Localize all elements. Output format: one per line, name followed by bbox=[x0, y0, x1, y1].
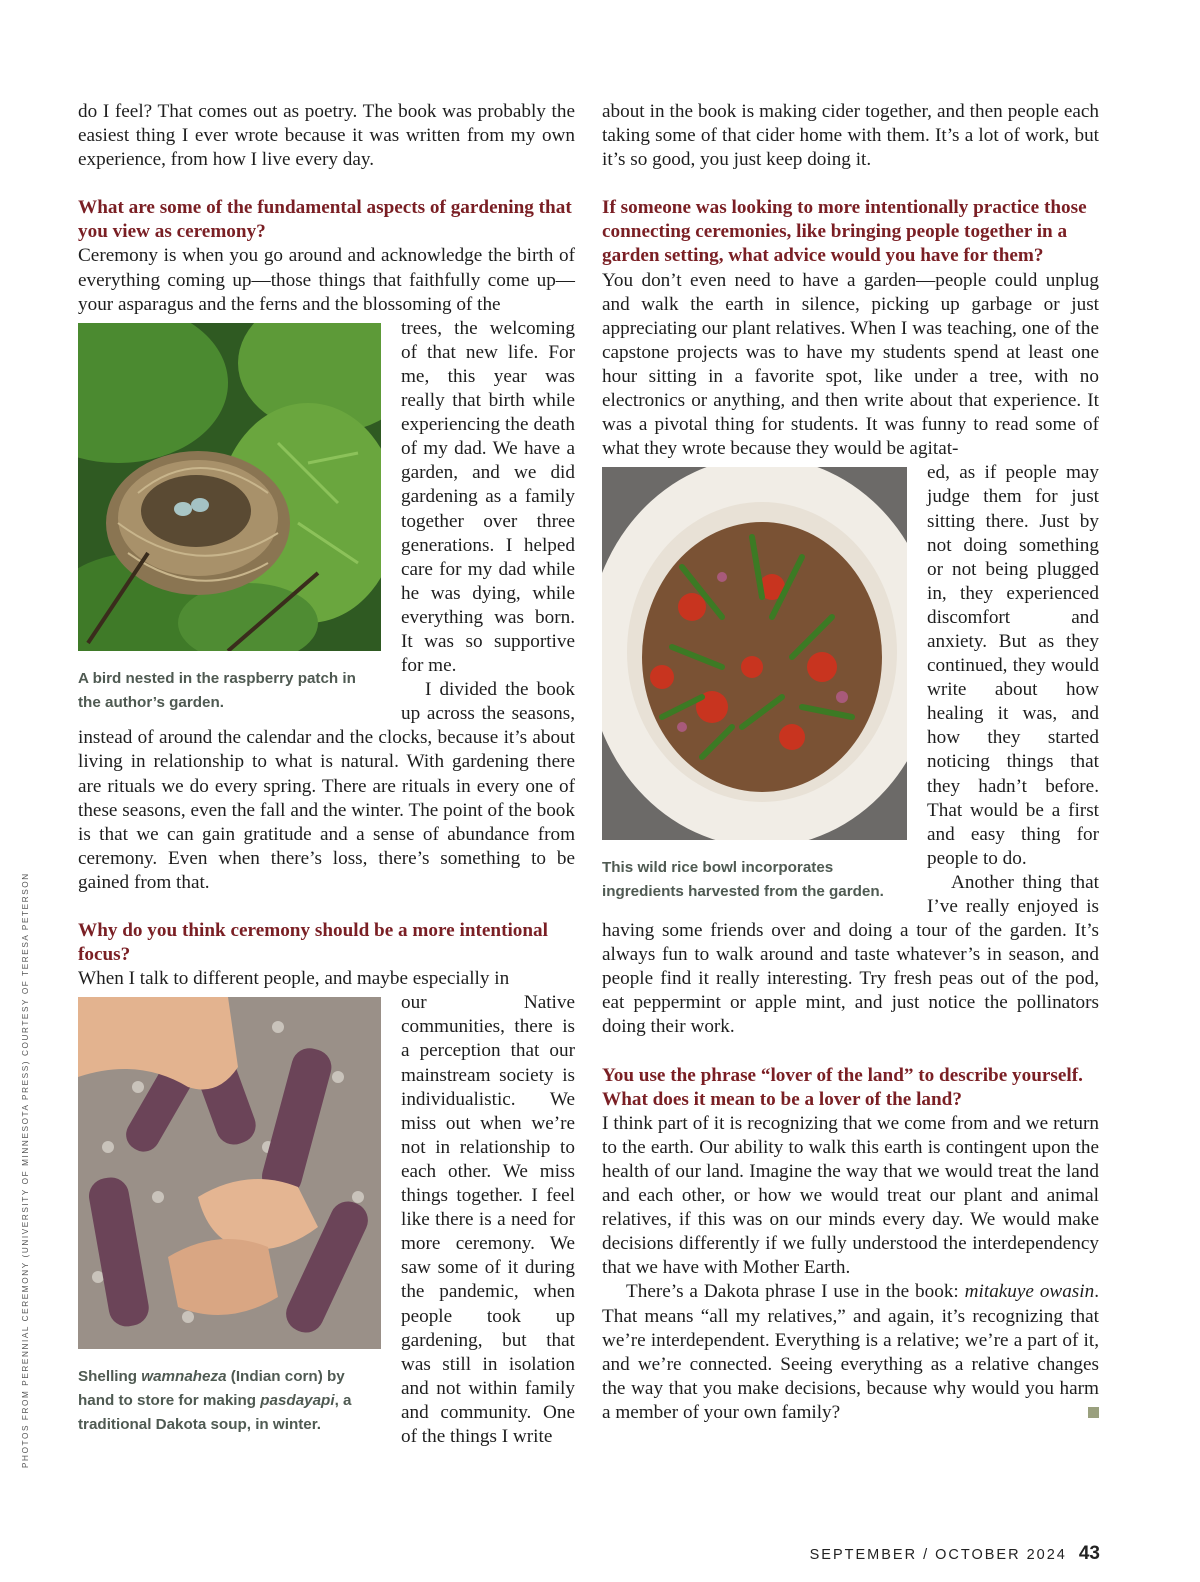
end-mark-icon bbox=[1088, 1407, 1099, 1418]
question-intentional-focus: Why do you think ceremony should be a more intentional focus? bbox=[78, 920, 548, 966]
answer-ceremony-second: I divided the book up across the seasons, instead of around the calendar and the clocks, because it’s about living in relationship to what is natural. With gardening there are rituals we do every spring. There are rituals in every one of these seasons, even the fall and the winter. The point of the book is that we can gain gratitude and a sense of abundance from ceremony. Even when there’s loss, there’s something to be gained from that. bbox=[78, 679, 575, 893]
answer-connecting-wrap: ed, as if people may judge them for just sitting there. Just by not doing something or not being plugged in, they experienced discomfort and anxiety. But as they continued, they would write about how healing it was, and how they started noticing things that they hadn’t before. That would be a first and easy thing for people to do. bbox=[927, 462, 1099, 869]
bird-nest-photo bbox=[78, 323, 381, 651]
right-column bbox=[602, 100, 1099, 1425]
answer-intentional-lead: When I talk to different people, and maybe especially in bbox=[78, 968, 510, 990]
right-top-paragraph: about in the book is making cider together, and then people each taking some of that cider home with them. It’s a lot of work, but it’s so good, you just keep doing it. bbox=[602, 101, 1099, 171]
wild-rice-photo bbox=[602, 467, 907, 840]
answer-lover-second: There’s a Dakota phrase I use in the book: mitakuye owasin. That means “all my relatives,” and again, it’s recognizing that we’re interdependent. Everything is a relative; we’re a part of it, and we’re connected. Seeing everything as a relative changes the way that you make decisions, because why would you harm a member of your own family? bbox=[602, 1281, 1099, 1423]
answer-connecting-lead: You don’t even need to have a garden—people could unplug and walk the earth in silence, picking up garbage or just appreciating our plant relatives. When I was teaching, one of the capstone projects was to have my students spend at least one hour sitting in a favorite spot, like under a tree, with no electronics or anything, and then write about that experience. It was a pivotal thing for students. It was funny to read some of what they wrote because they would be agitat- bbox=[602, 269, 1099, 460]
question-ceremony-aspects: What are some of the fundamental aspects of gardening that you view as ceremony? bbox=[78, 197, 572, 243]
question-connecting-ceremonies: If someone was looking to more intentionally practice those connecting ceremonies, like bringing people together in a garden setting, what advice would you have for them? bbox=[602, 197, 1087, 267]
answer-ceremony-lead: Ceremony is when you go around and acknowledge the birth of everything coming up—those things that faithfully come up—your asparagus and the ferns and the blossoming of the bbox=[78, 245, 575, 315]
answer-intentional-wrap: our Native communities, there is a perception that our mainstream society is individualistic. We miss out when we’re not in relationship to each other. We miss things together. I feel like there is a need for more ceremony. We saw some of it during the pandemic, when people took up gardening, but that was still in isolation and not within family and community. One of the things I write bbox=[401, 992, 575, 1447]
bird-nest-caption: A bird nested in the raspberry patch in the author’s garden. bbox=[78, 669, 356, 711]
question-lover-of-land: You use the phrase “lover of the land” to describe yourself. What does it mean to be a lover of the land? bbox=[602, 1064, 1083, 1110]
page-footer bbox=[800, 1543, 1100, 1565]
photo-credit: PHOTOS FROM PERENNIAL CEREMONY (UNIVERSITY OF MINNESOTA PRESS) COURTESY OF TERESA PETERSON bbox=[21, 872, 30, 1468]
corn-caption: Shelling wamnaheza (Indian corn) by hand to store for making pasdayapi, a traditional Dakota soup, in winter. bbox=[78, 1368, 352, 1434]
answer-connecting-second: Another thing that I’ve really enjoyed is having some friends over and doing a tour of the garden. It’s always fun to walk around and taste whatever’s in season, and people find it really interesting. Try fresh peas out of the pod, eat peppermint or apple mint, and just notice the pollinators doing their work. bbox=[602, 871, 1099, 1038]
left-top-paragraph: do I feel? That comes out as poetry. The book was probably the easiest thing I ever wrote because it was written from my own experience, from how I live every day. bbox=[78, 101, 575, 171]
answer-lover-first: I think part of it is recognizing that we come from and we return to the earth. Our ability to walk this earth is contingent upon the health of our land. Imagine the way that we would treat the land and each other, or how we would treat our plant and animal relatives, if this was on our minds every day. We would make decisions differently if we fully understood the interdependency that we have with Mother Earth. bbox=[602, 1112, 1099, 1279]
bird-nest-figure bbox=[78, 317, 381, 715]
left-column bbox=[78, 100, 575, 1449]
page-number: 43 bbox=[1078, 1543, 1100, 1564]
corn-photo bbox=[78, 997, 381, 1349]
wild-rice-caption: This wild rice bowl incorporates ingredients harvested from the garden. bbox=[602, 859, 884, 901]
wild-rice-figure bbox=[602, 461, 907, 904]
issue-date: SEPTEMBER / OCTOBER 2024 bbox=[809, 1547, 1067, 1563]
corn-figure bbox=[78, 991, 381, 1437]
answer-ceremony-wrap: trees, the welcoming of that new life. For me, this year was really that birth while experiencing the death of my dad. We have a garden, and we did gardening as a family together over three generations. I helped care for my dad while he was dying, while everything was born. It was so supportive for me. bbox=[401, 317, 575, 677]
